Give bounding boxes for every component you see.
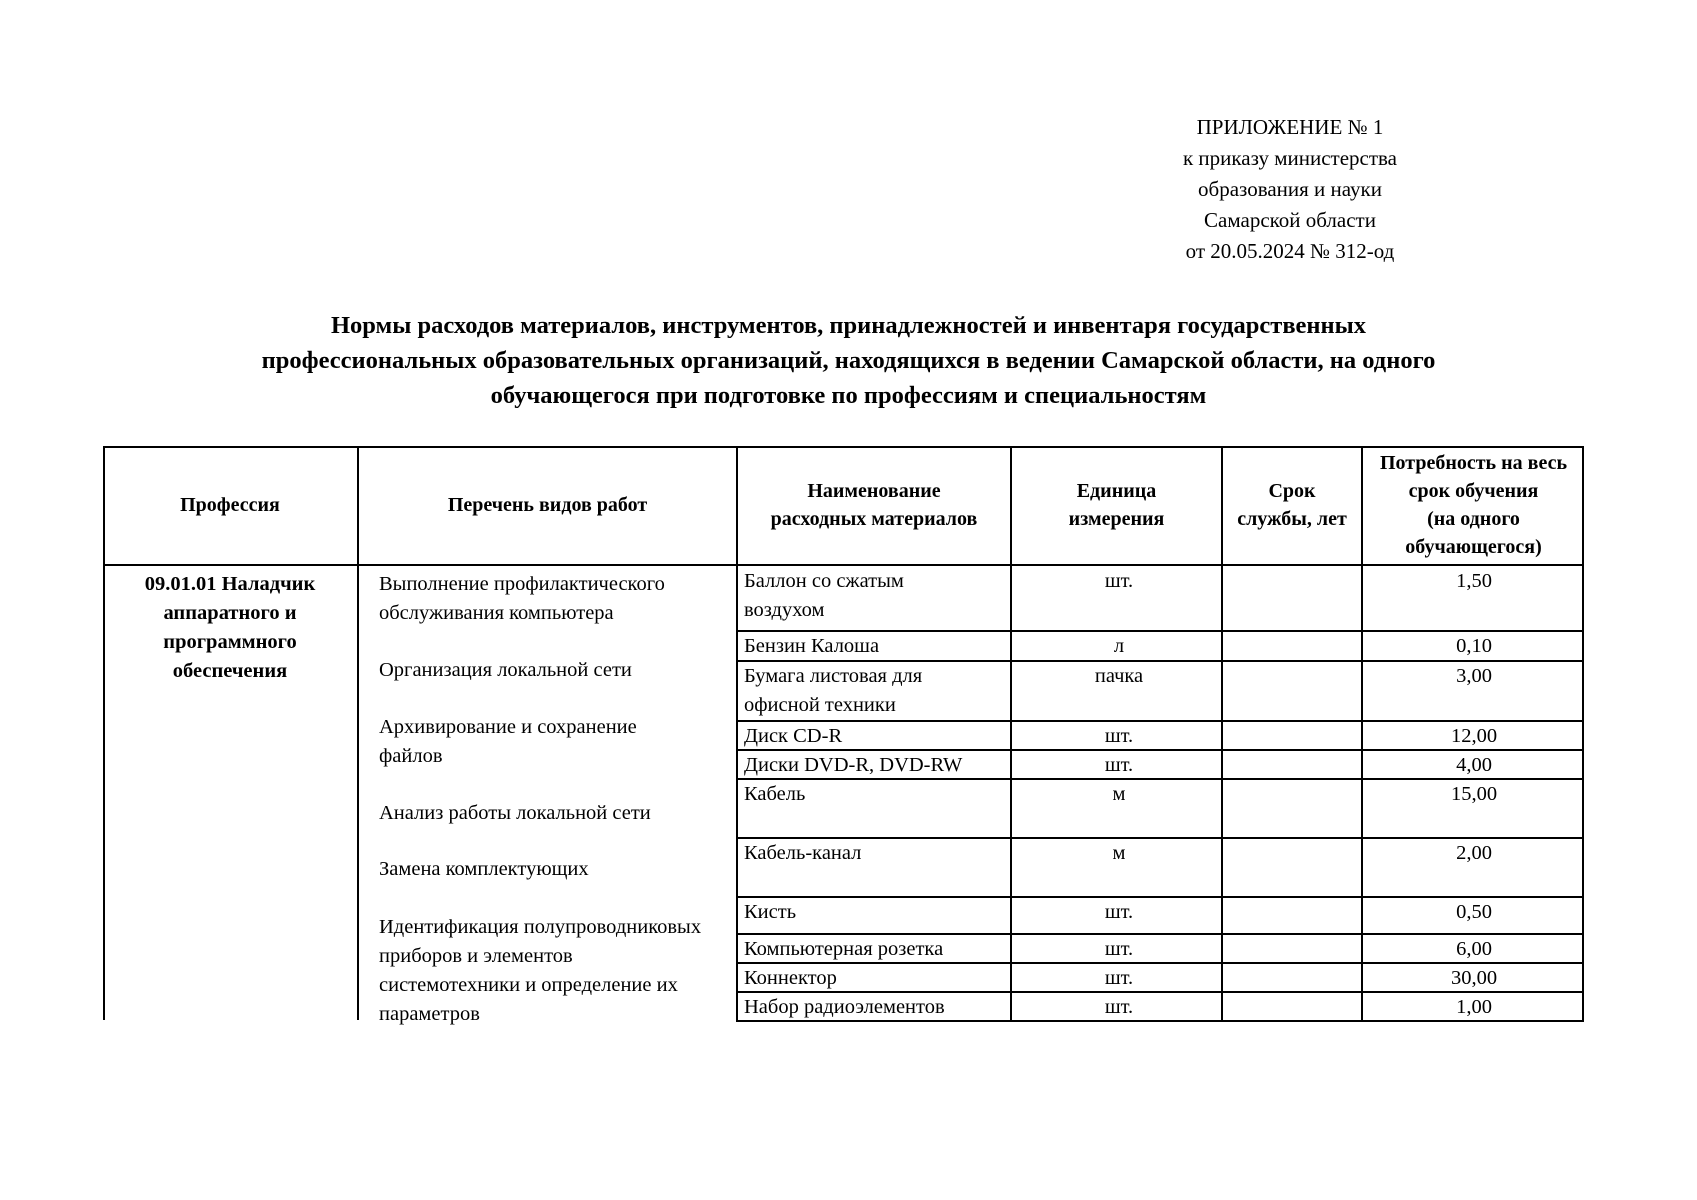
table-row xyxy=(738,935,1584,963)
row-border xyxy=(736,720,1584,722)
row-border xyxy=(736,896,1584,898)
material-need: 0,10 xyxy=(1456,635,1492,657)
work-item xyxy=(379,799,749,828)
material-need: 2,00 xyxy=(1456,842,1492,864)
material-name: Баллон со сжатым воздухом xyxy=(744,570,904,621)
table-row xyxy=(738,993,1584,1021)
material-need: 0,50 xyxy=(1456,901,1492,923)
work-line: Выполнение профилактического xyxy=(379,573,665,595)
header-materials-line: Наименование xyxy=(807,480,941,502)
row-border xyxy=(736,778,1584,780)
material-unit: шт. xyxy=(1104,996,1134,1018)
work-line: Идентификация полупроводниковых xyxy=(379,916,702,938)
header-works xyxy=(359,446,736,564)
document-title xyxy=(100,308,1597,413)
profession-line: обеспечения xyxy=(172,660,288,682)
material-unit: шт. xyxy=(1104,570,1134,592)
work-line: Архивирование и сохранение xyxy=(379,716,637,738)
material-need: 1,00 xyxy=(1456,996,1492,1018)
header-unit-line: измерения xyxy=(1068,508,1165,530)
work-item xyxy=(379,570,749,628)
material-name: Диск CD-R xyxy=(744,725,843,747)
title-line: профессиональных образовательных организаций, находящихся в ведении Самарской области, на одного xyxy=(261,347,1436,374)
table-row xyxy=(738,839,1584,897)
work-line: приборов и элементов xyxy=(379,945,573,967)
table-row xyxy=(738,567,1584,630)
row-border xyxy=(736,630,1584,632)
material-unit: шт. xyxy=(1104,938,1134,960)
header-works-label: Перечень видов работ xyxy=(447,494,648,516)
row-border xyxy=(736,660,1584,662)
header-profession-label: Профессия xyxy=(180,494,280,516)
norms-table xyxy=(103,446,1584,1025)
material-name: Бумага листовая для офисной техники xyxy=(744,665,923,716)
work-item xyxy=(379,656,749,685)
appendix-line: от 20.05.2024 № 312-од xyxy=(1185,239,1395,263)
row-border xyxy=(736,1020,1584,1022)
table-row xyxy=(738,632,1584,660)
work-line: Замена комплектующих xyxy=(379,858,589,880)
table-row xyxy=(738,662,1584,720)
appendix-line: Самарской области xyxy=(1204,208,1376,232)
header-need-line: (на одного xyxy=(1427,508,1520,530)
header-unit-line: Единица xyxy=(1076,480,1157,502)
title-line: обучающегося при подготовке по профессиям и специальностям xyxy=(490,382,1207,409)
table-row xyxy=(738,898,1584,934)
header-need-line: срок обучения xyxy=(1408,480,1539,502)
profession-line: программного xyxy=(163,631,297,653)
work-line: Организация локальной сети xyxy=(379,659,632,681)
header-life-line: службы, лет xyxy=(1237,508,1347,530)
material-name: Кабель-канал xyxy=(744,842,862,864)
table-row xyxy=(738,964,1584,992)
material-name: Бензин Калоша xyxy=(744,635,880,657)
header-materials-line: расходных материалов xyxy=(770,508,978,530)
profession-line: 09.01.01 Наладчик xyxy=(144,573,316,595)
material-unit: шт. xyxy=(1104,967,1134,989)
material-need: 30,00 xyxy=(1450,967,1498,989)
material-name: Коннектор xyxy=(744,967,837,989)
appendix-line: ПРИЛОЖЕНИЕ № 1 xyxy=(1196,115,1384,139)
row-border xyxy=(736,962,1584,964)
row-border xyxy=(736,749,1584,751)
material-need: 4,00 xyxy=(1456,754,1492,776)
work-line: системотехники и определение их xyxy=(379,974,678,996)
row-border xyxy=(736,991,1584,993)
material-unit: пачка xyxy=(1094,665,1144,687)
work-item xyxy=(379,855,749,884)
header-need xyxy=(1363,446,1584,564)
header-materials xyxy=(738,446,1010,564)
work-line: обслуживания компьютера xyxy=(379,602,614,624)
work-line: параметров xyxy=(379,1003,480,1025)
work-item xyxy=(379,913,759,1029)
material-name: Кисть xyxy=(744,901,797,923)
header-life-line: Срок xyxy=(1268,480,1316,502)
material-unit: шт. xyxy=(1104,725,1134,747)
material-name: Компьютерная розетка xyxy=(744,938,944,960)
material-name: Диски DVD-R, DVD-RW xyxy=(744,754,963,776)
work-line: Анализ работы локальной сети xyxy=(379,802,651,824)
material-unit: шт. xyxy=(1104,754,1134,776)
header-unit xyxy=(1012,446,1221,564)
material-need: 3,00 xyxy=(1456,665,1492,687)
work-line: файлов xyxy=(379,745,443,767)
material-name: Кабель xyxy=(744,783,806,805)
appendix-line: образования и науки xyxy=(1198,177,1382,201)
header-need-line: обучающегося) xyxy=(1405,536,1542,558)
table-border xyxy=(103,446,105,1020)
material-unit: л xyxy=(1113,635,1125,657)
appendix-line: к приказу министерства xyxy=(1182,146,1398,170)
material-unit: м xyxy=(1112,842,1126,864)
material-need: 6,00 xyxy=(1456,938,1492,960)
row-border xyxy=(736,933,1584,935)
material-need: 12,00 xyxy=(1450,725,1498,747)
table-border xyxy=(357,446,359,1020)
material-need: 1,50 xyxy=(1456,570,1492,592)
profession-line: аппаратного и xyxy=(163,602,297,624)
header-profession xyxy=(103,446,357,564)
table-row xyxy=(738,751,1584,779)
header-need-line: Потребность на весь xyxy=(1379,452,1568,474)
material-unit: шт. xyxy=(1104,901,1134,923)
title-line: Нормы расходов материалов, инструментов, принадлежностей и инвентаря государственных xyxy=(330,312,1367,339)
material-need: 15,00 xyxy=(1450,783,1498,805)
table-row xyxy=(738,780,1584,838)
header-service-life xyxy=(1223,446,1361,564)
profession-cell xyxy=(103,565,357,686)
work-item xyxy=(379,713,749,771)
material-unit: м xyxy=(1112,783,1126,805)
row-border xyxy=(736,837,1584,839)
material-name: Набор радиоэлементов xyxy=(744,996,945,1018)
table-row xyxy=(738,722,1584,750)
appendix-block xyxy=(1100,112,1480,267)
